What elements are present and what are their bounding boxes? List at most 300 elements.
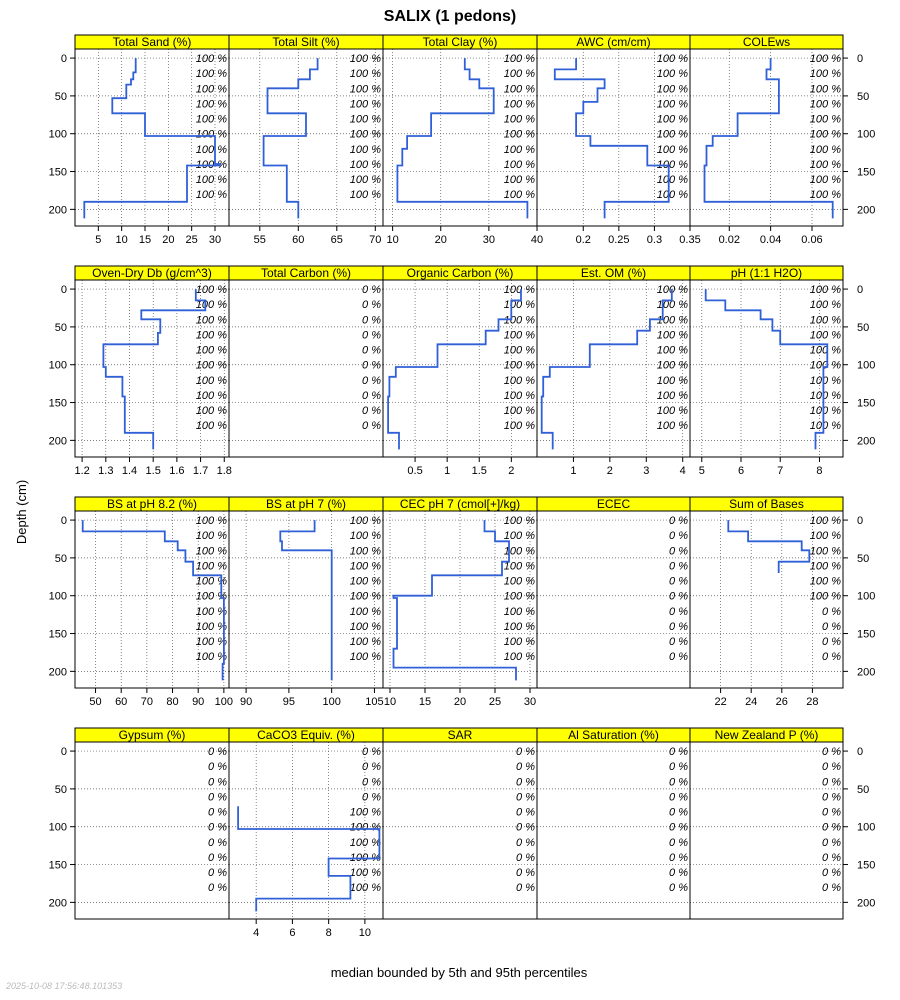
percent-label: 0 % bbox=[516, 821, 535, 834]
percent-label: 0 % bbox=[516, 806, 535, 819]
percent-label: 0 % bbox=[208, 851, 227, 864]
x-tick-label: 8 bbox=[816, 465, 823, 477]
percent-label: 100 % bbox=[195, 344, 227, 357]
x-tick-label: 5 bbox=[95, 234, 102, 246]
x-tick-label: 20 bbox=[434, 234, 447, 246]
percent-label: 0 % bbox=[669, 791, 688, 804]
percent-label: 100 % bbox=[195, 98, 227, 111]
percent-label: 0 % bbox=[669, 560, 688, 573]
percent-label: 0 % bbox=[822, 791, 841, 804]
y-axis-label: Depth (cm) bbox=[14, 479, 29, 545]
percent-label: 100 % bbox=[349, 174, 381, 187]
panel-title: Organic Carbon (%) bbox=[406, 266, 514, 280]
percent-label: 100 % bbox=[656, 314, 688, 327]
x-tick-label: 90 bbox=[239, 696, 253, 708]
percent-label: 100 % bbox=[349, 821, 381, 834]
percent-label: 100 % bbox=[809, 83, 841, 96]
median-line bbox=[728, 520, 809, 573]
percent-label: 100 % bbox=[349, 836, 381, 849]
panel bbox=[690, 728, 875, 919]
percent-label: 100 % bbox=[195, 620, 227, 633]
median-line bbox=[394, 520, 517, 680]
percent-label: 100 % bbox=[503, 68, 535, 81]
y-tick-label: 50 bbox=[857, 552, 870, 565]
x-tick-label: 30 bbox=[482, 234, 495, 246]
percent-label: 0 % bbox=[822, 836, 841, 849]
percent-label: 0 % bbox=[208, 761, 227, 774]
percent-label: 100 % bbox=[656, 158, 688, 171]
x-tick-label: 30 bbox=[208, 234, 222, 246]
y-tick-label: 150 bbox=[857, 166, 876, 179]
x-tick-label: 22 bbox=[714, 696, 727, 708]
percent-label: 100 % bbox=[809, 389, 841, 402]
percent-label: 100 % bbox=[195, 515, 227, 528]
y-tick-label: 0 bbox=[857, 53, 864, 66]
percent-label: 100 % bbox=[809, 344, 841, 357]
x-tick-label: 105 bbox=[365, 696, 384, 708]
x-tick-label: 2 bbox=[606, 465, 613, 477]
y-tick-label: 150 bbox=[857, 859, 876, 872]
percent-label: 100 % bbox=[195, 530, 227, 543]
percent-label: 0 % bbox=[516, 882, 535, 895]
percent-label: 100 % bbox=[349, 530, 381, 543]
panel bbox=[383, 266, 537, 477]
percent-label: 100 % bbox=[656, 359, 688, 372]
percent-label: 0 % bbox=[208, 791, 227, 804]
percent-label: 0 % bbox=[669, 776, 688, 789]
x-tick-label: 1.2 bbox=[74, 465, 90, 477]
percent-label: 0 % bbox=[208, 806, 227, 819]
percent-label: 0 % bbox=[516, 836, 535, 849]
x-tick-label: 6 bbox=[289, 927, 296, 939]
percent-label: 100 % bbox=[503, 189, 535, 202]
percent-label: 100 % bbox=[195, 359, 227, 372]
x-tick-label: 40 bbox=[530, 234, 544, 246]
y-tick-label: 100 bbox=[48, 590, 67, 603]
median-line bbox=[388, 289, 521, 449]
panel-title: AWC (cm/cm) bbox=[576, 35, 651, 49]
percent-label: 100 % bbox=[809, 98, 841, 111]
y-tick-label: 100 bbox=[857, 590, 876, 603]
percent-label: 100 % bbox=[503, 344, 535, 357]
x-tick-label: 60 bbox=[115, 696, 128, 708]
percent-label: 100 % bbox=[503, 83, 535, 96]
panel bbox=[49, 497, 233, 708]
y-tick-label: 200 bbox=[48, 897, 67, 910]
x-tick-label: 10 bbox=[115, 234, 128, 246]
percent-label: 0 % bbox=[362, 761, 381, 774]
percent-label: 100 % bbox=[656, 113, 688, 126]
percent-label: 100 % bbox=[349, 806, 381, 819]
y-tick-label: 200 bbox=[48, 435, 67, 448]
panel bbox=[229, 728, 383, 939]
percent-label: 100 % bbox=[503, 359, 535, 372]
panel-title: CaCO3 Equiv. (%) bbox=[257, 728, 355, 742]
percent-label: 100 % bbox=[656, 174, 688, 187]
percent-label: 100 % bbox=[809, 515, 841, 528]
percent-label: 0 % bbox=[208, 746, 227, 759]
panel-border bbox=[537, 742, 690, 919]
percent-label: 100 % bbox=[809, 560, 841, 573]
x-tick-label: 1.5 bbox=[471, 465, 487, 477]
percent-label: 100 % bbox=[656, 374, 688, 387]
x-tick-label: 20 bbox=[162, 234, 175, 246]
percent-label: 100 % bbox=[809, 174, 841, 187]
y-tick-label: 0 bbox=[60, 515, 67, 528]
percent-label: 0 % bbox=[822, 620, 841, 633]
percent-label: 100 % bbox=[195, 651, 227, 664]
percent-label: 0 % bbox=[822, 776, 841, 789]
x-tick-label: 25 bbox=[488, 696, 502, 708]
percent-label: 100 % bbox=[503, 314, 535, 327]
percent-label: 100 % bbox=[349, 53, 381, 66]
percent-label: 100 % bbox=[503, 53, 535, 66]
y-tick-label: 50 bbox=[54, 90, 67, 103]
panel bbox=[537, 266, 690, 477]
percent-label: 100 % bbox=[503, 128, 535, 141]
x-tick-label: 7 bbox=[777, 465, 784, 477]
percent-label: 0 % bbox=[669, 575, 688, 588]
y-tick-label: 150 bbox=[48, 166, 67, 179]
x-tick-label: 5 bbox=[698, 465, 705, 477]
x-tick-label: 60 bbox=[292, 234, 305, 246]
x-tick-label: 0.25 bbox=[608, 234, 630, 246]
x-tick-label: 6 bbox=[737, 465, 745, 477]
percent-label: 100 % bbox=[503, 143, 535, 156]
x-tick-label: 95 bbox=[282, 696, 296, 708]
percent-label: 100 % bbox=[349, 128, 381, 141]
percent-label: 100 % bbox=[656, 98, 688, 111]
y-tick-label: 0 bbox=[60, 746, 67, 759]
percent-label: 100 % bbox=[503, 575, 535, 588]
y-tick-label: 50 bbox=[857, 90, 870, 103]
percent-label: 100 % bbox=[195, 560, 227, 573]
y-tick-label: 200 bbox=[48, 666, 67, 679]
panel bbox=[383, 728, 537, 919]
percent-label: 100 % bbox=[809, 374, 841, 387]
panel-title: Est. OM (%) bbox=[580, 266, 647, 280]
panel bbox=[229, 266, 383, 457]
panel-border bbox=[75, 742, 229, 919]
percent-label: 0 % bbox=[208, 867, 227, 880]
percent-label: 100 % bbox=[349, 68, 381, 81]
panel-border bbox=[537, 511, 690, 688]
y-tick-label: 50 bbox=[54, 321, 67, 334]
percent-label: 100 % bbox=[809, 53, 841, 66]
panel-title: New Zealand P (%) bbox=[714, 728, 819, 742]
percent-label: 100 % bbox=[656, 299, 688, 312]
percent-label: 100 % bbox=[656, 68, 688, 81]
x-tick-label: 1.5 bbox=[145, 465, 161, 477]
percent-label: 0 % bbox=[208, 776, 227, 789]
percent-label: 100 % bbox=[503, 605, 535, 618]
percent-label: 0 % bbox=[822, 605, 841, 618]
panel-border bbox=[690, 742, 843, 919]
x-tick-label: 28 bbox=[806, 696, 819, 708]
percent-label: 0 % bbox=[669, 545, 688, 558]
x-tick-label: 4 bbox=[253, 927, 260, 939]
panel-title: Al Saturation (%) bbox=[568, 728, 659, 742]
percent-label: 0 % bbox=[669, 590, 688, 603]
x-tick-label: 1.3 bbox=[98, 465, 114, 477]
panel-title: COLEws bbox=[742, 35, 791, 49]
y-tick-label: 200 bbox=[857, 204, 876, 217]
panel-title: Total Silt (%) bbox=[272, 35, 340, 49]
percent-label: 100 % bbox=[503, 545, 535, 558]
percent-label: 100 % bbox=[809, 405, 841, 418]
y-tick-label: 200 bbox=[857, 666, 876, 679]
percent-label: 0 % bbox=[516, 851, 535, 864]
y-tick-label: 100 bbox=[857, 821, 876, 834]
percent-label: 100 % bbox=[503, 113, 535, 126]
percent-label: 100 % bbox=[656, 83, 688, 96]
x-tick-label: 10 bbox=[383, 696, 397, 708]
percent-label: 100 % bbox=[503, 299, 535, 312]
y-tick-label: 100 bbox=[48, 359, 67, 372]
x-tick-label: 8 bbox=[325, 927, 332, 939]
panel bbox=[49, 35, 229, 246]
x-tick-label: 80 bbox=[166, 696, 179, 708]
percent-label: 100 % bbox=[656, 284, 688, 297]
panel bbox=[229, 497, 384, 708]
percent-label: 100 % bbox=[656, 344, 688, 357]
percent-label: 100 % bbox=[349, 867, 381, 880]
x-tick-label: 15 bbox=[138, 234, 152, 246]
x-tick-label: 25 bbox=[185, 234, 198, 246]
x-tick-label: 0.35 bbox=[679, 234, 701, 246]
percent-label: 100 % bbox=[195, 389, 227, 402]
percent-label: 100 % bbox=[503, 329, 535, 342]
percent-label: 0 % bbox=[362, 791, 381, 804]
percent-label: 0 % bbox=[362, 299, 381, 312]
percent-label: 100 % bbox=[349, 83, 381, 96]
percent-label: 0 % bbox=[669, 867, 688, 880]
percent-label: 0 % bbox=[822, 867, 841, 880]
percent-label: 100 % bbox=[809, 590, 841, 603]
y-tick-label: 100 bbox=[48, 821, 67, 834]
median-line bbox=[264, 58, 318, 218]
percent-label: 0 % bbox=[822, 761, 841, 774]
percent-label: 100 % bbox=[809, 128, 841, 141]
percent-label: 0 % bbox=[669, 530, 688, 543]
y-tick-label: 100 bbox=[857, 128, 876, 141]
percent-label: 100 % bbox=[656, 143, 688, 156]
y-tick-label: 150 bbox=[857, 628, 876, 641]
percent-label: 100 % bbox=[349, 560, 381, 573]
percent-label: 100 % bbox=[809, 189, 841, 202]
percent-label: 100 % bbox=[349, 605, 381, 618]
percent-label: 0 % bbox=[822, 636, 841, 649]
percent-label: 100 % bbox=[195, 314, 227, 327]
x-tick-label: 1.4 bbox=[121, 465, 138, 477]
percent-label: 0 % bbox=[516, 791, 535, 804]
percent-label: 0 % bbox=[669, 636, 688, 649]
percent-label: 100 % bbox=[809, 143, 841, 156]
chart-title: SALIX (1 pedons) bbox=[383, 8, 517, 25]
panel bbox=[537, 35, 701, 246]
percent-label: 100 % bbox=[195, 299, 227, 312]
percent-label: 100 % bbox=[349, 515, 381, 528]
percent-label: 0 % bbox=[822, 821, 841, 834]
percent-label: 0 % bbox=[669, 836, 688, 849]
timestamp: 2025-10-08 17:56:48.101353 bbox=[6, 981, 123, 991]
y-tick-label: 150 bbox=[48, 859, 67, 872]
percent-label: 100 % bbox=[503, 530, 535, 543]
median-line bbox=[542, 289, 672, 449]
percent-label: 100 % bbox=[349, 590, 381, 603]
percent-label: 0 % bbox=[362, 389, 381, 402]
x-tick-label: 10 bbox=[386, 234, 399, 246]
percent-label: 0 % bbox=[669, 761, 688, 774]
panel bbox=[537, 728, 690, 919]
y-tick-label: 0 bbox=[857, 746, 864, 759]
percent-label: 100 % bbox=[809, 420, 841, 433]
x-tick-label: 4 bbox=[679, 465, 686, 477]
percent-label: 100 % bbox=[503, 560, 535, 573]
percent-label: 0 % bbox=[362, 776, 381, 789]
x-tick-label: 0.04 bbox=[759, 234, 782, 246]
percent-label: 100 % bbox=[503, 389, 535, 402]
percent-label: 100 % bbox=[503, 620, 535, 633]
percent-label: 0 % bbox=[669, 515, 688, 528]
y-tick-label: 0 bbox=[60, 284, 67, 297]
x-tick-label: 3 bbox=[643, 465, 650, 477]
x-tick-label: 2 bbox=[508, 465, 515, 477]
percent-label: 100 % bbox=[503, 374, 535, 387]
percent-label: 100 % bbox=[349, 189, 381, 202]
percent-label: 0 % bbox=[362, 344, 381, 357]
percent-label: 100 % bbox=[195, 420, 227, 433]
percent-label: 100 % bbox=[195, 174, 227, 187]
panel bbox=[690, 266, 875, 477]
x-tick-label: 0.3 bbox=[646, 234, 663, 246]
percent-label: 0 % bbox=[669, 821, 688, 834]
panel-title: Total Clay (%) bbox=[422, 35, 498, 49]
panel-title: Oven-Dry Db (g/cm^3) bbox=[92, 266, 212, 280]
percent-label: 100 % bbox=[349, 882, 381, 895]
x-tick-label: 15 bbox=[418, 696, 432, 708]
panel-title: SAR bbox=[447, 728, 473, 742]
percent-label: 100 % bbox=[195, 158, 227, 171]
panel bbox=[537, 497, 690, 688]
percent-label: 100 % bbox=[809, 545, 841, 558]
panel-title: Sum of Bases bbox=[729, 497, 804, 511]
percent-label: 100 % bbox=[503, 158, 535, 171]
percent-label: 0 % bbox=[822, 746, 841, 759]
y-tick-label: 0 bbox=[60, 53, 67, 66]
y-tick-label: 150 bbox=[48, 628, 67, 641]
percent-label: 0 % bbox=[516, 761, 535, 774]
percent-label: 0 % bbox=[822, 851, 841, 864]
y-tick-label: 100 bbox=[48, 128, 67, 141]
y-tick-label: 150 bbox=[48, 397, 67, 410]
percent-label: 100 % bbox=[809, 575, 841, 588]
percent-label: 0 % bbox=[669, 605, 688, 618]
percent-label: 100 % bbox=[195, 53, 227, 66]
percent-label: 100 % bbox=[809, 113, 841, 126]
percent-label: 0 % bbox=[669, 806, 688, 819]
x-tick-label: 1 bbox=[444, 465, 451, 477]
x-tick-label: 65 bbox=[330, 234, 343, 246]
percent-label: 100 % bbox=[195, 128, 227, 141]
percent-label: 100 % bbox=[809, 329, 841, 342]
x-tick-label: 70 bbox=[140, 696, 153, 708]
y-tick-label: 200 bbox=[48, 204, 67, 217]
y-tick-label: 200 bbox=[857, 897, 876, 910]
y-tick-label: 50 bbox=[54, 552, 67, 565]
percent-label: 100 % bbox=[809, 359, 841, 372]
percent-label: 0 % bbox=[362, 746, 381, 759]
percent-label: 0 % bbox=[669, 851, 688, 864]
percent-label: 0 % bbox=[362, 405, 381, 418]
percent-label: 100 % bbox=[503, 405, 535, 418]
y-tick-label: 150 bbox=[857, 397, 876, 410]
percent-label: 100 % bbox=[195, 284, 227, 297]
percent-label: 100 % bbox=[195, 545, 227, 558]
x-tick-label: 1.6 bbox=[169, 465, 185, 477]
percent-label: 0 % bbox=[362, 329, 381, 342]
panel-title: Total Sand (%) bbox=[112, 35, 192, 49]
percent-label: 100 % bbox=[809, 68, 841, 81]
percent-label: 100 % bbox=[503, 174, 535, 187]
x-tick-label: 20 bbox=[453, 696, 467, 708]
percent-label: 100 % bbox=[349, 143, 381, 156]
panel-title: pH (1:1 H2O) bbox=[730, 266, 803, 280]
x-tick-label: 0.02 bbox=[718, 234, 740, 246]
x-tick-label: 1 bbox=[570, 465, 577, 477]
x-tick-label: 90 bbox=[192, 696, 205, 708]
percent-label: 0 % bbox=[669, 882, 688, 895]
percent-label: 100 % bbox=[656, 329, 688, 342]
x-tick-label: 100 bbox=[214, 696, 234, 708]
percent-label: 100 % bbox=[349, 636, 381, 649]
panel-title: BS at pH 7 (%) bbox=[265, 497, 347, 511]
percent-label: 0 % bbox=[516, 776, 535, 789]
panel bbox=[690, 35, 875, 246]
percent-label: 100 % bbox=[195, 374, 227, 387]
panel-border bbox=[229, 280, 383, 457]
panel bbox=[690, 497, 875, 708]
x-tick-label: 30 bbox=[523, 696, 537, 708]
percent-label: 100 % bbox=[195, 143, 227, 156]
percent-label: 100 % bbox=[503, 590, 535, 603]
x-tick-label: 24 bbox=[745, 696, 758, 708]
x-tick-label: 1.8 bbox=[216, 465, 232, 477]
percent-label: 100 % bbox=[349, 651, 381, 664]
percent-label: 100 % bbox=[349, 113, 381, 126]
percent-label: 100 % bbox=[656, 128, 688, 141]
percent-label: 0 % bbox=[822, 882, 841, 895]
percent-label: 100 % bbox=[349, 620, 381, 633]
x-tick-label: 1.7 bbox=[192, 465, 209, 477]
percent-label: 100 % bbox=[656, 53, 688, 66]
y-tick-label: 0 bbox=[857, 284, 864, 297]
percent-label: 0 % bbox=[362, 314, 381, 327]
percent-label: 0 % bbox=[516, 746, 535, 759]
percent-label: 0 % bbox=[822, 651, 841, 664]
percent-label: 100 % bbox=[656, 420, 688, 433]
x-tick-label: 100 bbox=[322, 696, 341, 708]
y-tick-label: 50 bbox=[54, 783, 67, 796]
percent-label: 100 % bbox=[656, 405, 688, 418]
percent-label: 100 % bbox=[503, 636, 535, 649]
percent-label: 0 % bbox=[669, 651, 688, 664]
panel-title: BS at pH 8.2 (%) bbox=[106, 497, 198, 511]
percent-label: 100 % bbox=[656, 389, 688, 402]
x-tick-label: 26 bbox=[775, 696, 788, 708]
percent-label: 100 % bbox=[195, 189, 227, 202]
x-axis-label: median bounded by 5th and 95th percentiles bbox=[330, 965, 588, 980]
